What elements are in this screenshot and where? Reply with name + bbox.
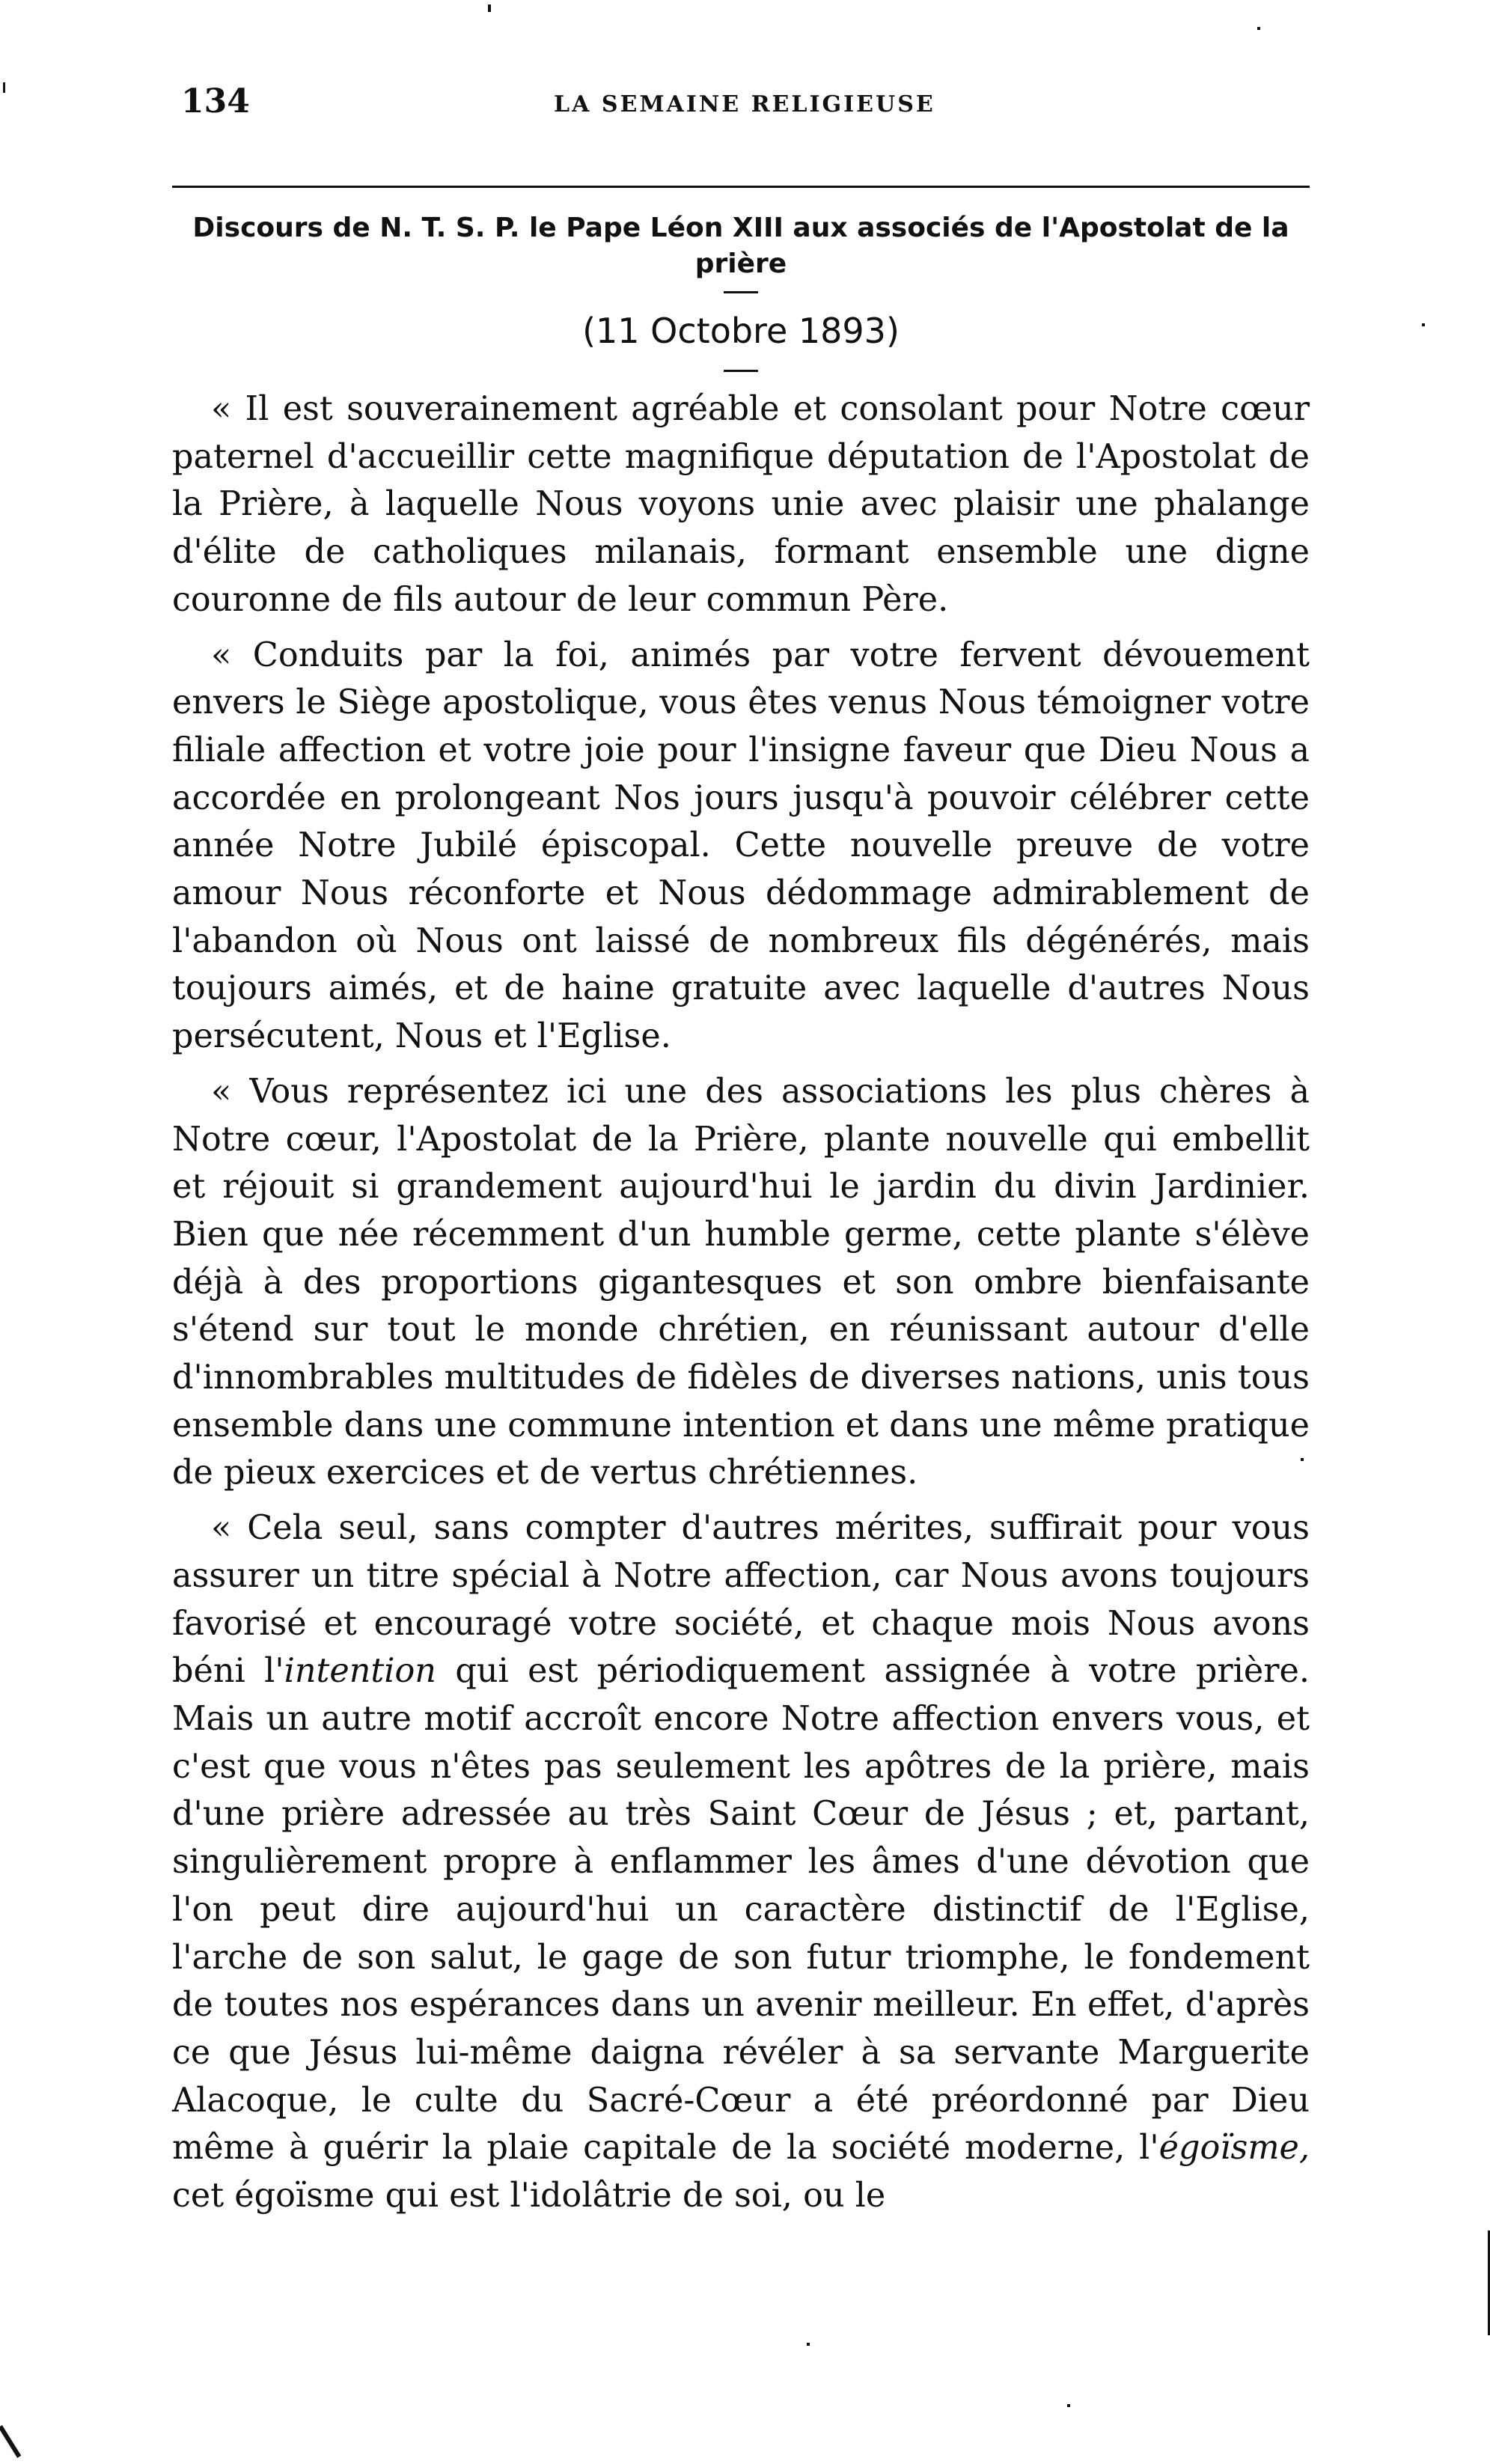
paragraph-1: « Il est souverainement agréable et consolant pour Notre cœur paternel d'accueillir cette magnifique députation de l'Apostolat de la Prière, à laquelle Nous voyons unie avec plaisir une phalange d'élite de catholiques milanais, formant ensemble une digne couronne de fils autour de leur commun Père. — [172, 390, 1310, 619]
scan-speck — [3, 82, 5, 93]
header-rule — [172, 186, 1310, 188]
scan-speck — [0, 2425, 21, 2458]
date-separator — [724, 370, 758, 372]
paragraph-3: « Vous représentez ici une des associations les plus chères à Notre cœur, l'Apostolat de la Prière, plante nouvelle qui embellit et réjouit si grandement aujourd'hui le jardin du divin Jardinier. Bien que née récemment d'un humble germe, cette plante s'élève déjà à des proportions gigantesques et son ombre bienfaisante s'étend sur tout le monde chrétien, en réunissant autour d'elle d'innombrables multitudes de fidèles de diverses nations, unis tous ensemble dans une commune intention et dans une même pratique de pieux exercices et de vertus chrétiennes. — [172, 1072, 1310, 1492]
article-body — [172, 385, 1310, 2220]
scan-speck — [1301, 1458, 1304, 1461]
title-separator — [724, 291, 758, 293]
scan-speck — [1067, 2404, 1070, 2407]
paragraph-4-text-a: « Cela seul, sans compter d'autres mérites, suffirait pour vous assurer un titre spécial à Notre affection, car Nous avons toujours favorisé et encouragé votre société, et chaque mois Nous avons béni l' — [172, 1509, 1310, 1691]
page-number: 134 — [181, 82, 250, 121]
scan-speck — [807, 2343, 810, 2346]
paragraph-4-emphasis-intention: intention — [284, 1652, 436, 1691]
article-date: (11 Octobre 1893) — [582, 311, 900, 351]
scan-speck — [488, 4, 491, 12]
article-title: Discours de N. T. S. P. le Pape Léon XIII aux associés de l'Apostolat de la prière — [192, 213, 1289, 279]
paragraph-4-text-c: cet égoïsme qui est l'idolâtrie de soi, ou le — [172, 2177, 886, 2216]
journal-title: LA SEMAINE RELIGIEUSE — [554, 91, 935, 118]
paragraph-4 — [172, 1504, 1310, 2220]
scan-speck — [1422, 323, 1425, 326]
book-page — [172, 75, 1310, 2223]
paragraph-2: « Conduits par la foi, animés par votre fervent dévouement envers le Siège apostolique, vous êtes venus Nous témoigner votre filiale affection et votre joie pour l'insigne faveur que Dieu Nous a accordée en prolongeant Nos jours jusqu'à pouvoir célébrer cette année Notre Jubilé épiscopal. Cette nouvelle preuve de votre amour Nous réconforte et Nous dédommage admirablement de l'abandon où Nous ont laissé de nombreux fils dégénérés, mais toujours aimés, et de haine gratuite avec laquelle d'autres Nous persécutent, Nous et l'Eglise. — [172, 635, 1310, 1056]
scan-speck — [1257, 27, 1260, 30]
paragraph-4-emphasis-egoisme: égoïsme, — [1158, 2129, 1310, 2168]
paragraph-4-text-b: qui est périodiquement assignée à votre prière. Mais un autre motif accroît encore Notre affection envers vous, et c'est que vous n'êtes pas seulement les apôtres de la prière, mais d'une prière adressée au très Saint Cœur de Jésus ; et, partant, singulièrement propre à enflammer les âmes d'une dévotion que l'on peut dire aujourd'hui un caractère distinctif de l'Eglise, l'arche de son salut, le gage de son futur triomphe, le fondement de toutes nos espérances dans un avenir meilleur. En effet, d'après ce que Jésus lui-même daigna révéler à sa servante Marguerite Alacoque, le culte du Sacré-Cœur a été préordonné par Dieu même à guérir la plaie capitale de la société moderne, l' — [172, 1652, 1310, 2168]
running-head — [172, 75, 1310, 127]
